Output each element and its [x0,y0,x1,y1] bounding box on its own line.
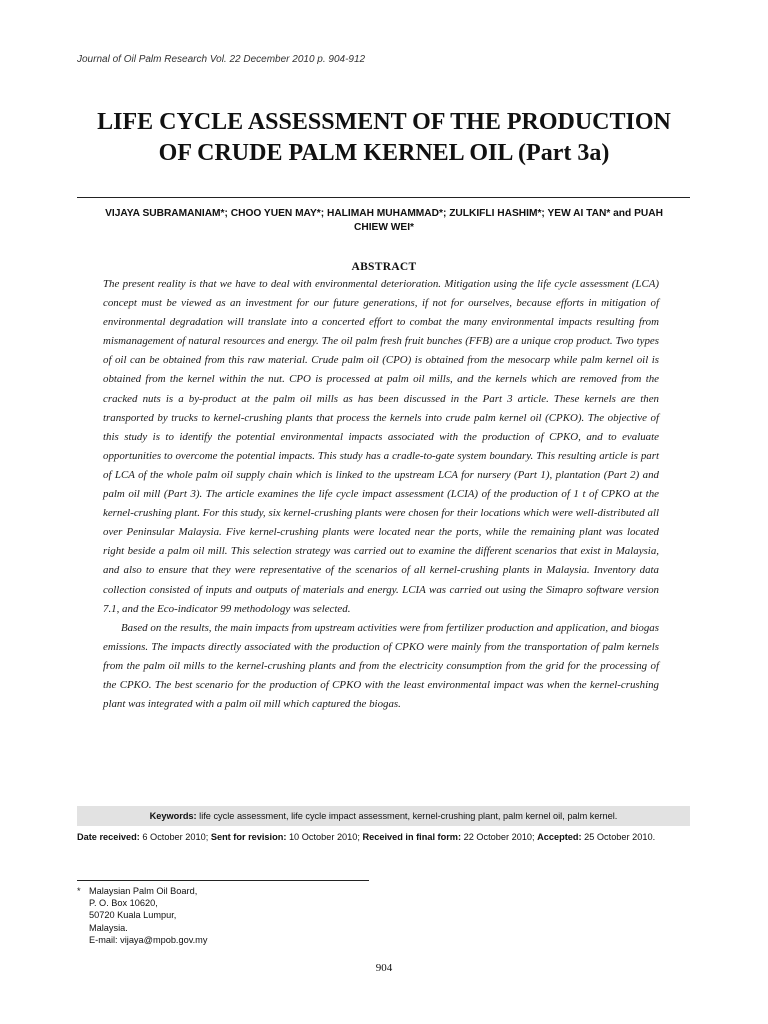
abstract-paragraph-1: The present reality is that we have to deal with environmental deterioration. Mitigation using the life cycle assessment (LCA) concept must be viewed as an investment for our future generations, if not for ourselves, because efforts in mitigation of environmental degradation will translate into a concerted effort to combat the many environmental impacts resulting from mismanagement of natural resources and energy. The oil palm fresh fruit bunches (FFB) are a unique crop product. Two types of oil can be obtained from this raw material. Crude palm oil (CPO) is obtained from the mesocarp while palm kernel oil is obtained from the kernel within the nut. CPO is processed at palm oil mills, and the kernels which are removed from the cracked nuts is a by-product at the palm oil mills as has been discussed in the Part 3 article. These kernels are then transported by trucks to kernel-crushing plants that process the kernels into crude palm kernel oil (CPKO). The objective of this study is to identify the potential environmental impacts associated with the production of CPKO, and to evaluate opportunities to overcome the potential impacts. This study has a cradle-to-gate system boundary. This resulting article is part of LCA of the whole palm oil supply chain which is linked to the upstream LCA for nursery (Part 1), plantation (Part 2) and palm oil mill (Part 3). The article examines the life cycle impact assessment (LCIA) of the production of 1 t of CPKO at the kernel-crushing plant. For this study, six kernel-crushing plants were chosen for their locations which were well-distributed all over Peninsular Malaysia. Five kernel-crushing plants were located near the ports, while the remaining plant was located right beside a palm oil mill. This selection strategy was carried out to examine the different scenarios that exist in Malaysia, and also to ensure that they were representative of the scenarios of all kernel-crushing plants in Malaysia. Inventory data collection consisted of inputs and outputs of materials and energy. LCIA was carried out using the Simapro software version 7.1, and the Eco-indicator 99 methodology was selected. [103,278,659,615]
keywords-text: life cycle assessment, life cycle impact assessment, kernel-crushing plant, palm kernel oil, palm kernel. [196,811,618,821]
title-divider [77,197,690,198]
abstract-heading: ABSTRACT [351,261,417,273]
date-received-label: Date received: [77,832,140,842]
footnote-mark: * [77,886,81,896]
footnote-line: Malaysia. [89,922,128,933]
sent-for-revision-value: 10 October 2010; [286,832,363,842]
page-number: 904 [375,962,393,974]
submission-dates [77,830,707,844]
accepted-label: Accepted: [537,832,582,842]
journal-citation: Journal of Oil Palm Research Vol. 22 December 2010 p. 904-912 [77,54,366,65]
footnote-email: E-mail: vijaya@mpob.gov.my [89,934,208,945]
abstract-paragraph-2: Based on the results, the main impacts from upstream activities were from fertilizer production and application, and biogas emissions. The impacts directly associated with the production of CPKO were mainly from the transportation of palm kernels from the palm oil mills to the kernel-crushing plants and from the electricity consumption from the grid for the processing of the CPKO. The best scenario for the production of CPKO with the least environmental impact was when the kernel-crushing plant was integrated with a palm oil mill which captured the biogas. [103,621,659,711]
footnote-line: 50720 Kuala Lumpur, [89,910,177,921]
accepted-value: 25 October 2010. [581,832,656,842]
received-final-value: 22 October 2010; [461,832,538,842]
footnote-divider [77,880,369,881]
sent-for-revision-label: Sent for revision: [210,832,287,842]
keywords-box [77,806,690,826]
keywords-label: Keywords: [149,811,197,821]
footnote-line: Malaysian Palm Oil Board, [89,886,198,896]
abstract-body [103,275,659,714]
received-final-label: Received in final form: [362,832,462,842]
paper-title: LIFE CYCLE ASSESSMENT OF THE PRODUCTION OF CRUDE PALM KERNEL OIL (Part 3a) [97,109,671,166]
date-received-value: 6 October 2010; [139,832,211,842]
footnote-line: P. O. Box 10620, [89,898,158,909]
author-list: VIJAYA SUBRAMANIAM*; CHOO YUEN MAY*; HALIMAH MUHAMMAD*; ZULKIFLI HASHIM*; YEW AI TAN* and PUAH CHIEW WEI* [105,208,663,233]
